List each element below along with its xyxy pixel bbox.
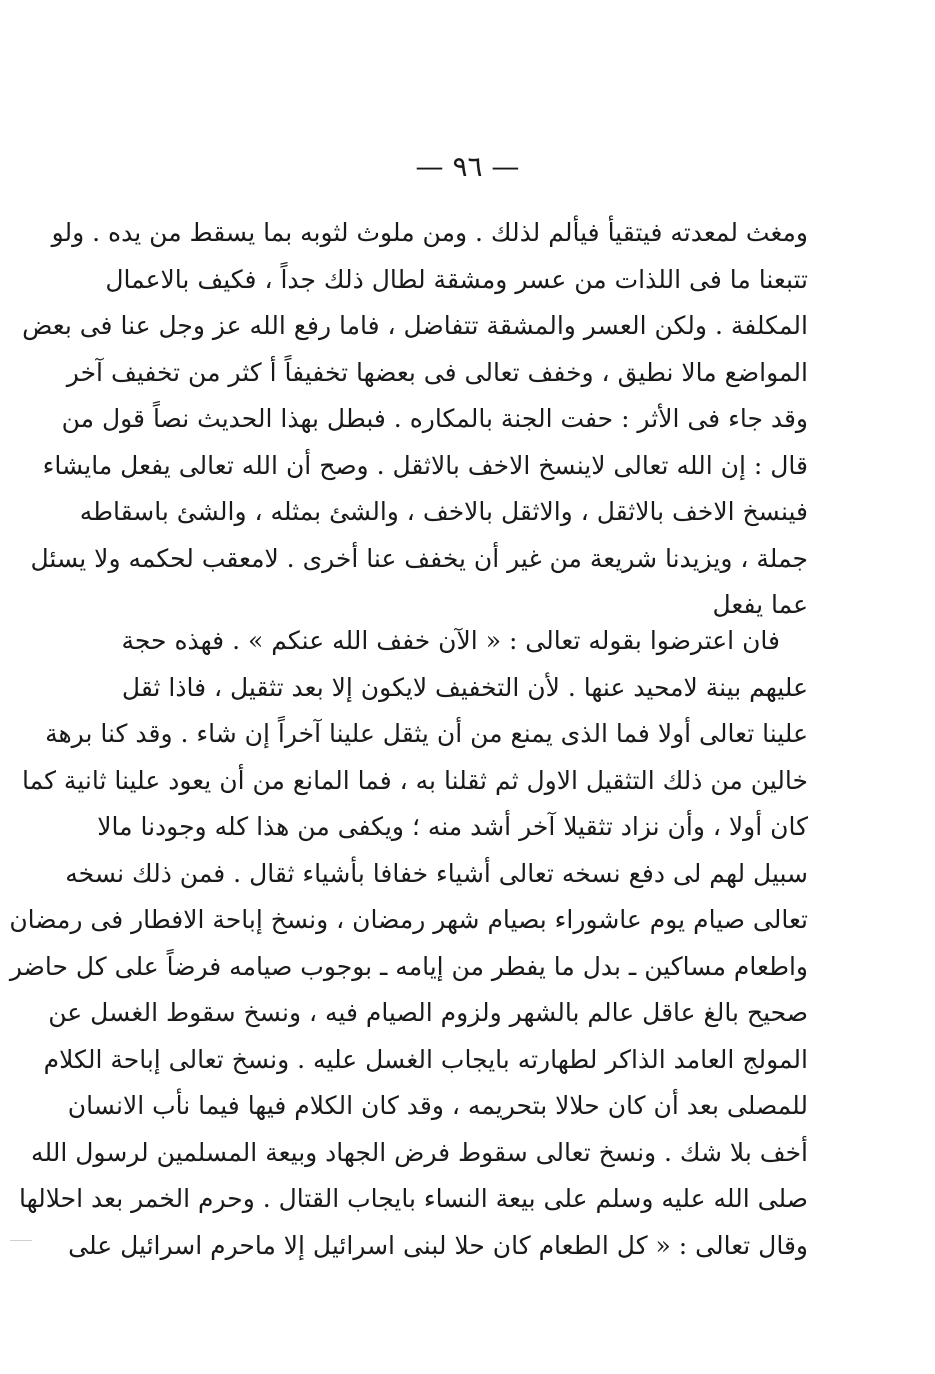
- text-line: تعالى صيام يوم عاشوراء بصيام شهر رمضان ، ونسخ إباحة الافطار فى رمضان: [9, 905, 808, 934]
- text-line: فينسخ الاخف بالاثقل ، والاثقل بالاخف ، والشئ بمثله ، والشئ باسقاطه: [79, 497, 808, 526]
- paragraph-2: [9, 618, 808, 1269]
- text-line: ومغث لمعدته فيتقيأ فيألم لذلك . ومن ملوث لثوبه بما يسقط من يده . ولو: [51, 218, 808, 247]
- text-line: وقال تعالى : « كل الطعام كان حلا لبنى اسرائيل إلا ماحرم اسرائيل على: [68, 1230, 808, 1260]
- text-line: واطعام مساكين ـ بدل ما يفطر من إيامه ـ بوجوب صيامه فرضاً على كل حاضر: [9, 951, 808, 981]
- text-line: عما يفعل: [712, 590, 808, 619]
- page-number: — ٩٦ —: [415, 150, 520, 183]
- text-line: تتبعنا ما فى اللذات من عسر ومشقة لطال ذلك جداً ، فكيف بالاعمال: [105, 264, 808, 294]
- text-line: خالين من ذلك التثقيل الاول ثم ثقلنا به ، فما المانع من أن يعود علينا ثانية كما: [22, 765, 808, 795]
- text-line: المكلفة . ولكن العسر والمشقة تتفاضل ، فاما رفع الله عز وجل عنا فى بعض: [22, 311, 808, 340]
- text-line: صلى الله عليه وسلم على بيعة النساء بايجاب القتال . وحرم الخمر بعد احلالها: [18, 1184, 808, 1213]
- text-line: المواضع مالا نطيق ، وخفف تعالى فى بعضها تخفيفاً أ كثر من تخفيف آخر: [66, 357, 808, 387]
- paragraph-1: [22, 210, 808, 629]
- text-line: صحيح بالغ عاقل عالم بالشهر ولزوم الصيام فيه ، ونسخ سقوط الغسل عن: [48, 998, 808, 1027]
- text-line: سبيل لهم لى دفع نسخه تعالى أشياء خفافا بأشياء ثقال . فمن ذلك نسخه: [65, 858, 808, 888]
- text-line: علينا تعالى أولا فما الذى يمنع من أن يثقل علينا آخراً إن شاء . وقد كنا برهة: [45, 719, 808, 748]
- text-line: قال : إن الله تعالى لاينسخ الاخف بالاثقل . وصح أن الله تعالى يفعل مايشاء: [42, 450, 808, 480]
- margin-mark: [10, 1240, 32, 1241]
- text-line: المولج العامد الذاكر لطهارته بايجاب الغسل عليه . ونسخ تعالى إباحة الكلام: [43, 1044, 808, 1074]
- text-line: وقد جاء فى الأثر : حفت الجنة بالمكاره . فبطل بهذا الحديث نصاً قول من: [61, 404, 808, 433]
- text-line: كان أولا ، وأن نزاد تثقيلا آخر أشد منه ؛ ويكفى من هذا كله وجودنا مالا: [97, 812, 808, 841]
- text-line: للمصلى بعد أن كان حلالا بتحريمه ، وقد كان الكلام فيها فيما نأب الانسان: [67, 1091, 808, 1120]
- text-line: عليهم بينة لامحيد عنها . لأن التخفيف لايكون إلا بعد تثقيل ، فاذا ثقل: [121, 672, 808, 702]
- text-line: جملة ، ويزيدنا شريعة من غير أن يخفف عنا أخرى . لامعقب لحكمه ولا يسئل: [30, 543, 808, 573]
- text-line: أخف بلا شك . ونسخ تعالى سقوط فرض الجهاد وبيعة المسلمين لرسول الله: [31, 1137, 808, 1167]
- text-line: فان اعترضوا بقوله تعالى : « الآن خفف الله عنكم » . فهذه حجة: [121, 626, 780, 655]
